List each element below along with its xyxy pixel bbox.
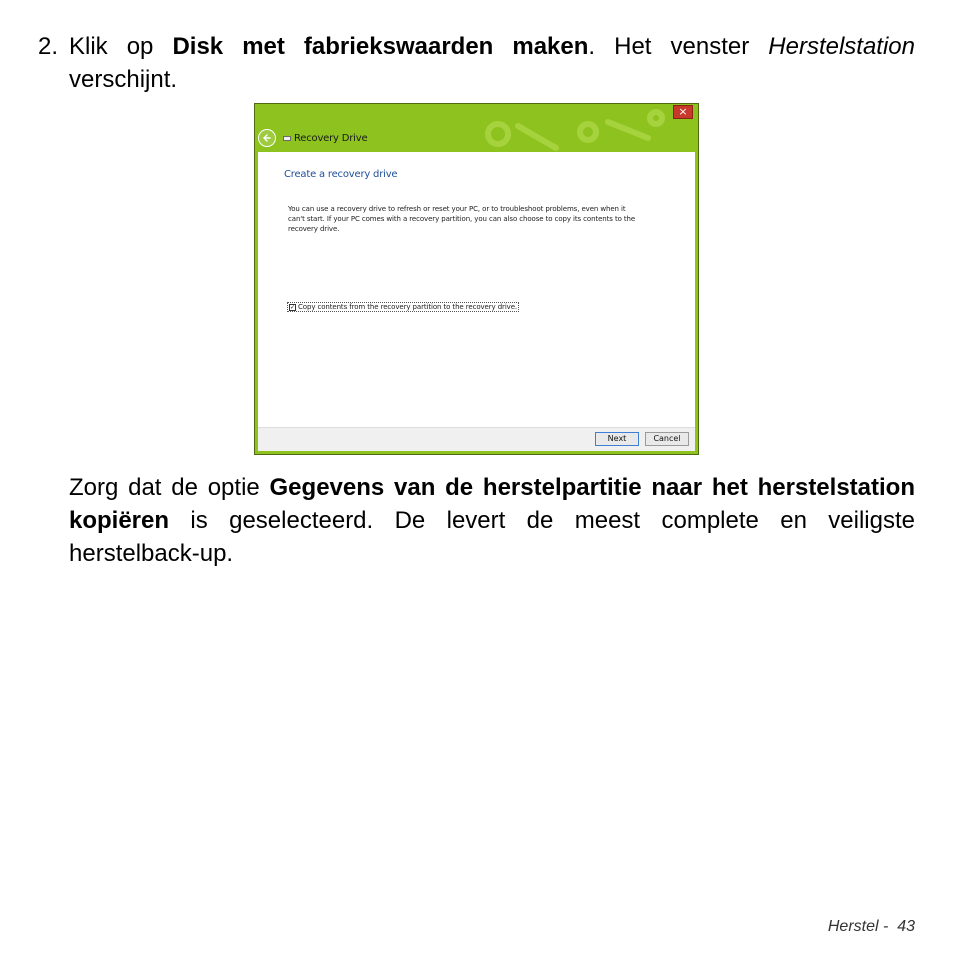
cancel-button[interactable]: Cancel — [645, 432, 689, 446]
back-arrow-icon[interactable] — [258, 129, 276, 147]
dialog-footer — [258, 427, 695, 451]
step-italic-term: Herstelstation — [768, 33, 915, 60]
title-row — [258, 127, 558, 149]
page-footer — [828, 918, 915, 936]
drive-icon — [283, 136, 291, 141]
copy-partition-checkbox[interactable]: ✓ — [290, 303, 296, 311]
recovery-drive-screenshot — [254, 103, 699, 455]
copy-partition-label[interactable]: Copy contents from the recovery partition to the recovery drive. — [298, 303, 518, 311]
footer-section: Herstel - — [827, 918, 889, 935]
step-2 — [38, 30, 915, 96]
option-bold-term: Gegevens van de herstelpartitie naar het herstelstation kopiëren — [69, 474, 915, 534]
dialog-heading: Create a recovery drive — [284, 169, 398, 180]
window-title: Recovery Drive — [294, 132, 368, 144]
step-text: Klik op Disk met fabriekswaarden maken. Het venster Herstelstation verschijnt. — [69, 33, 915, 93]
step-bold-term: Disk met fabriekswaarden maken — [172, 33, 589, 60]
page-number: 43 — [897, 918, 915, 935]
dialog-description: You can use a recovery drive to refresh or reset your PC, or to troubleshoot problems, even when it can't start. If your PC comes with a recovery partition, you can also choose to copy its contents to the recovery drive. — [288, 205, 636, 233]
next-button[interactable]: Next — [595, 432, 639, 446]
instruction-paragraph: Zorg dat de optie Gegevens van de herstelpartitie naar het herstelstation kopiëren is geselecteerd. De levert de meest complete en veiligste herstelback-up. — [69, 474, 915, 567]
copy-partition-option[interactable] — [287, 302, 519, 312]
close-button[interactable]: × — [673, 105, 693, 119]
step-number: 2. — [38, 33, 59, 60]
dialog-content — [258, 152, 695, 427]
